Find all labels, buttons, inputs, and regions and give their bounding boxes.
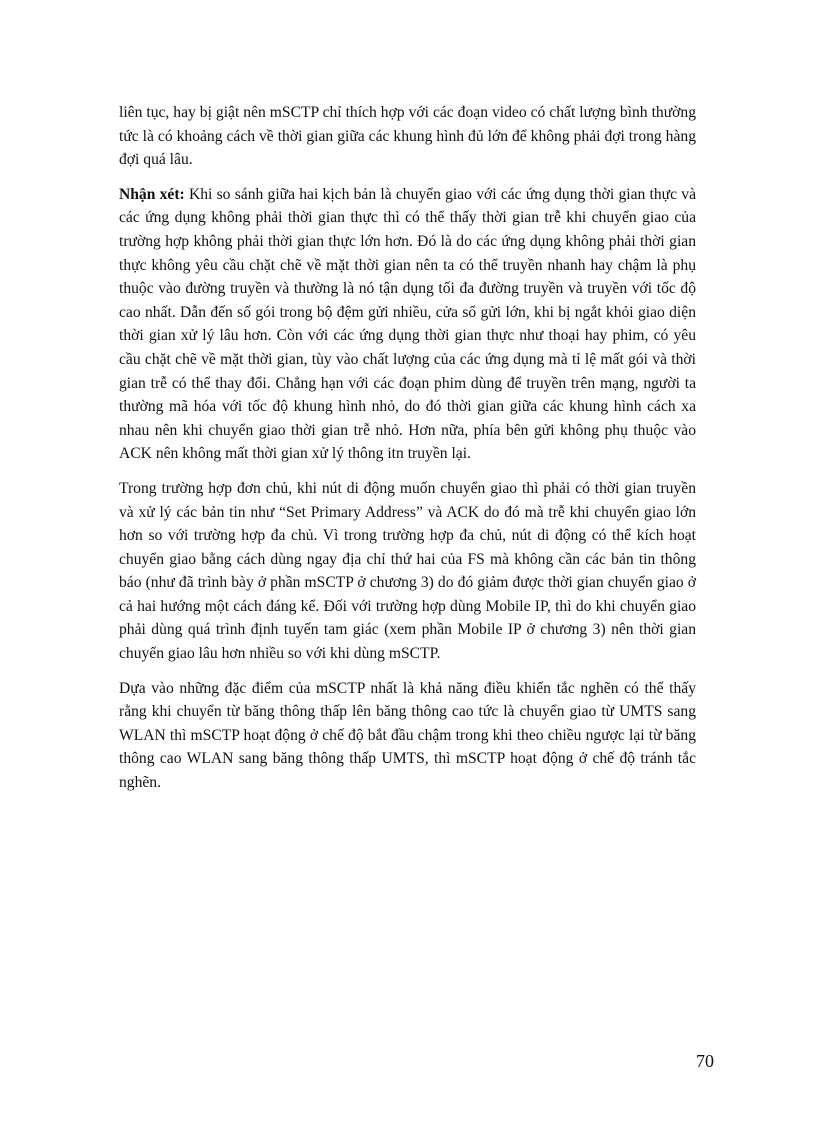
paragraph-remark [119,183,696,466]
body-text [119,101,696,806]
paragraph-congestion [119,677,696,795]
page-number: 70 [696,1051,714,1071]
paragraph-continuation [119,101,696,172]
paragraph-single-homing [119,477,696,666]
paragraph-text: liên tục, hay bị giật nên mSCTP chỉ thích hợp với các đoạn video có chất lượng bình thường tức là có khoảng cách về thời gian giữa các khung hình đủ lớn để không phải đợi trong hàng đợi quá lâu. [119,104,696,169]
paragraph-text: Khi so sánh giữa hai kịch bản là chuyển giao với các ứng dụng thời gian thực và các ứng dụng không phải thời gian thực thì có thể thấy thời gian trễ khi chuyển giao của trường hợp không phải thời gian thực lớn hơn. Đó là do các ứng dụng không phải thời gian thực không yêu cầu chặt chẽ về mặt thời gian nên ta có thể truyền nhanh hay chậm là phụ thuộc vào đường truyền và thường là nó tận dụng tối đa đường truyền và truyền với tốc độ cao nhất. Dẫn đến số gói trong bộ đệm gửi nhiều, cửa sổ gửi lớn, khi bị ngắt khỏi giao diện thời gian xử lý lâu hơn. Còn với các ứng dụng thời gian thực như thoại hay phim, có yêu cầu chặt chẽ về mặt thời gian, tùy vào chất lượng của các ứng dụng mà tỉ lệ mất gói và thời gian trễ có thể thay đổi. Chẳng hạn với các đoạn phim dùng để truyền trên mạng, người ta thường mã hóa với tốc độ khung hình nhỏ, do đó thời gian giữa các khung hình cách xa nhau nên khi chuyển giao thời gian trễ nhỏ. Hơn nữa, phía bên gửi không phụ thuộc vào ACK nên không mất thời gian xử lý thông itn truyền lại. [119,185,696,463]
paragraph-lead: Nhận xét: [119,185,185,203]
paragraph-text: Trong trường hợp đơn chủ, khi nút di động muốn chuyển giao thì phải có thời gian truyền và xử lý các bản tin như “Set Primary Address” và ACK do đó mà trễ khi chuyển giao lớn hơn so với trường hợp đa chủ. Vì trong trường hợp đa chủ, nút di động có thể kích hoạt chuyển giao bằng cách dùng ngay địa chỉ thứ hai của FS mà không cần các bản tin thông báo (như đã trình bày ở phần mSCTP ở chương 3) do đó giảm được thời gian chuyển giao ở cả hai hướng một cách đáng kể. Đối với trường hợp dùng Mobile IP, thì do khi chuyển giao phải dùng quá trình định tuyến tam giác (xem phần Mobile IP ở chương 3) nên thời gian chuyển giao lâu hơn nhiều so với khi dùng mSCTP. [119,479,696,663]
paragraph-text: Dựa vào những đặc điểm của mSCTP nhất là khả năng điều khiển tắc nghẽn có thể thấy rằng khi chuyển từ băng thông thấp lên băng thông cao tức là chuyển giao từ UMTS sang WLAN thì mSCTP hoạt động ở chế độ bắt đầu chậm trong khi theo chiều ngược lại từ băng thông cao WLAN sang băng thông thấp UMTS, thì mSCTP hoạt động ở chế độ tránh tắc nghẽn. [119,679,696,792]
